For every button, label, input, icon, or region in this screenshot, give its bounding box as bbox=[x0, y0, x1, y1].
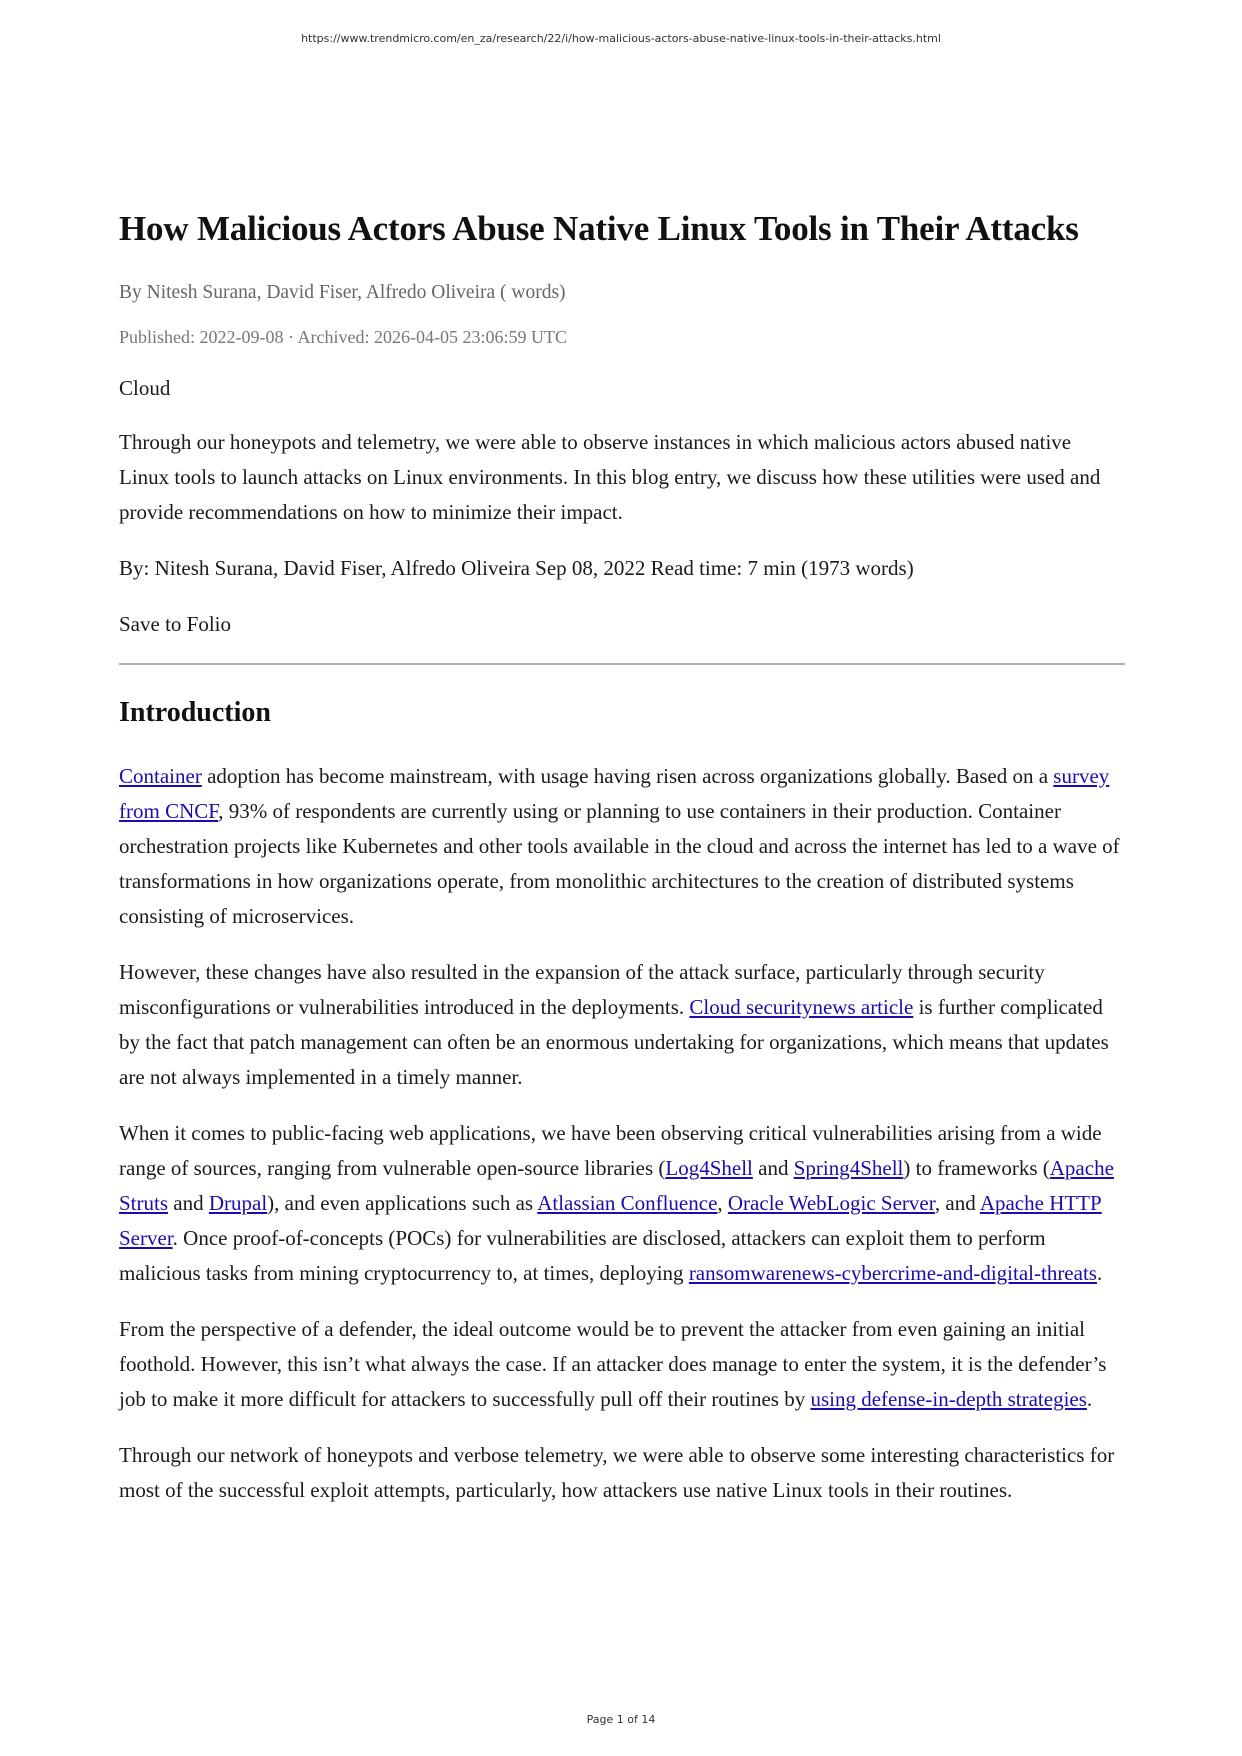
link-atlassian-confluence[interactable]: Atlassian Confluence bbox=[537, 1190, 718, 1215]
paragraph-attack-surface bbox=[119, 955, 1125, 1095]
paragraph-text: From the perspective of a defender, the ideal outcome would be to prevent the attacker from even gaining an initial foothold. However, this isn’t what always the case. If an attacker does manage to enter the system, it is the defender’s job to make it more difficult for attackers to successfully pull off their routines by bbox=[119, 1316, 1107, 1411]
paragraph-defender bbox=[119, 1312, 1125, 1417]
paragraph-text: and bbox=[752, 1155, 794, 1180]
paragraph-text: However, these changes have also resulted in the expansion of the attack surface, particularly through security misconfigurations or vulnerabilities introduced in the deployments. bbox=[119, 959, 1045, 1019]
link-oracle-weblogic[interactable]: Oracle WebLogic Server bbox=[727, 1190, 935, 1215]
link-defense-in-depth[interactable]: using defense-in-depth strategies bbox=[810, 1386, 1087, 1411]
publish-archive-meta: Published: 2022-09-08 · Archived: 2026-04-05 23:06:59 UTC bbox=[119, 327, 567, 348]
article bbox=[119, 208, 1125, 1508]
author-readtime-line: By: Nitesh Surana, David Fiser, Alfredo Oliveira Sep 08, 2022 Read time: 7 min (1973 words) bbox=[119, 556, 914, 581]
paragraph-text: , 93% of respondents are currently using or planning to use containers in their production. Container orchestration projects like Kubernetes and other tools available in the cloud and across the internet has led to a wave of transformations in how organizations operate, from monolithic architectures to the creation of distributed systems consisting of microservices. bbox=[119, 798, 1120, 928]
divider bbox=[119, 663, 1125, 665]
section-heading-introduction: Introduction bbox=[119, 697, 271, 729]
paragraph-text: . Once proof-of-concepts (POCs) for vulnerabilities are disclosed, attackers can exploit them to perform malicious tasks from mining cryptocurrency to, at times, deploying bbox=[119, 1225, 1046, 1285]
paragraph-text: , and bbox=[934, 1190, 980, 1215]
paragraph-text: ) to frameworks ( bbox=[903, 1155, 1050, 1180]
link-cncf-survey[interactable]: survey from CNCF bbox=[119, 763, 1110, 823]
article-byline: By Nitesh Surana, David Fiser, Alfredo Oliveira ( words) bbox=[119, 282, 566, 303]
link-drupal[interactable]: Drupal bbox=[208, 1190, 268, 1215]
article-title: How Malicious Actors Abuse Native Linux Tools in Their Attacks bbox=[119, 209, 1079, 248]
page-number: Page 1 of 14 bbox=[586, 1713, 656, 1726]
paragraph-containers bbox=[119, 759, 1125, 934]
link-container[interactable]: Container bbox=[119, 763, 202, 788]
paragraph-honeypots: Through our network of honeypots and verbose telemetry, we were able to observe some interesting characteristics for most of the successful exploit attempts, particularly, how attackers use native Linux tools in their routines. bbox=[119, 1442, 1115, 1502]
paragraph-text: ), and even applications such as bbox=[267, 1190, 538, 1215]
link-apache-struts[interactable]: Apache Struts bbox=[119, 1155, 1114, 1215]
article-lede: Through our honeypots and telemetry, we were able to observe instances in which malicious actors abused native Linux tools to launch attacks on Linux environments. In this blog entry, we discuss how these utilities were used and provide recommendations on how to minimize their impact. bbox=[119, 430, 1101, 525]
link-apache-http-server[interactable]: Apache HTTP Server bbox=[119, 1190, 1102, 1250]
paragraph-text: . bbox=[1086, 1386, 1093, 1411]
paragraph-text: and bbox=[168, 1190, 209, 1215]
paragraph-text: . bbox=[1096, 1260, 1103, 1285]
link-ransomware[interactable]: ransomwarenews-cybercrime-and-digital-threats bbox=[688, 1260, 1097, 1285]
paragraph-text: adoption has become mainstream, with usage having risen across organizations globally. Based on a bbox=[201, 763, 1054, 788]
link-log4shell[interactable]: Log4Shell bbox=[665, 1155, 753, 1180]
paragraph-text: , bbox=[717, 1190, 728, 1215]
save-to-folio[interactable]: Save to Folio bbox=[119, 612, 232, 637]
paragraph-vulnerabilities bbox=[119, 1116, 1125, 1291]
link-spring4shell[interactable]: Spring4Shell bbox=[793, 1155, 904, 1180]
link-cloud-security[interactable]: Cloud securitynews article bbox=[689, 994, 914, 1019]
print-header-url: https://www.trendmicro.com/en_za/research/22/i/how-malicious-actors-abuse-native-linux-tools-in-their-attacks.html bbox=[301, 32, 941, 45]
paragraph-text: is further complicated by the fact that patch management can often be an enormous undertaking for organizations, which means that updates are not always implemented in a timely manner. bbox=[119, 994, 1109, 1089]
paragraph-text: When it comes to public-facing web applications, we have been observing critical vulnerabilities arising from a wide range of sources, ranging from vulnerable open-source libraries ( bbox=[119, 1120, 1102, 1180]
category-label: Cloud bbox=[119, 375, 171, 400]
